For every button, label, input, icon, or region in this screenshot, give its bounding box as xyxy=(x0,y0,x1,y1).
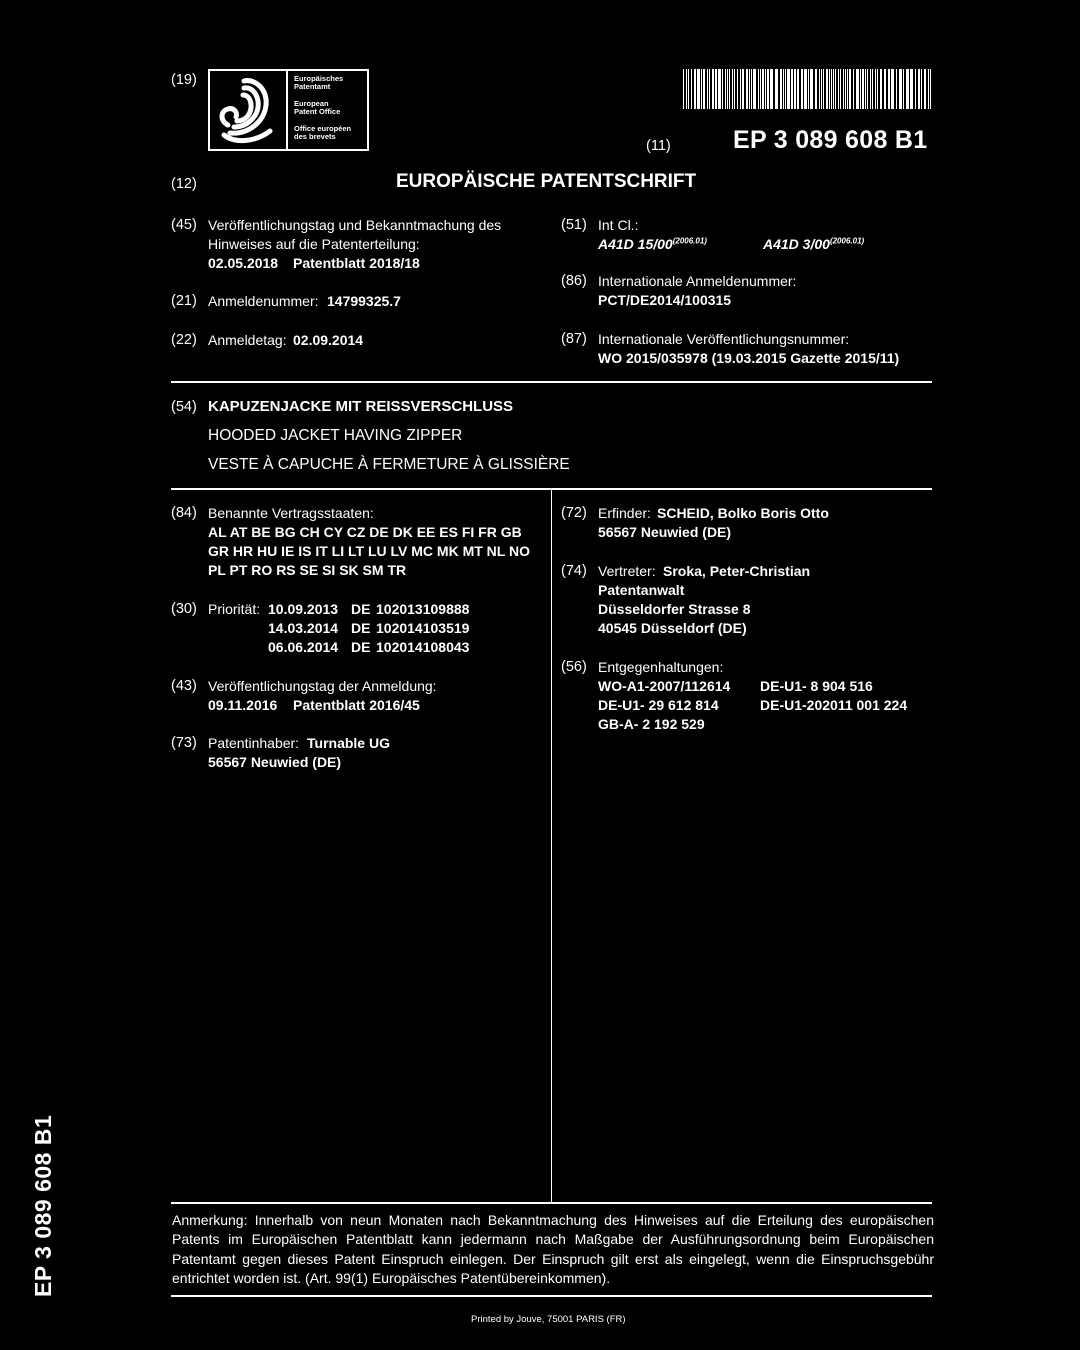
barcode-bar xyxy=(691,69,692,109)
barcode-bar xyxy=(751,69,752,109)
barcode-bar xyxy=(770,69,773,109)
inid-19: (19) xyxy=(171,72,197,88)
application-publication-label: Veröffentlichungstag der Anmeldung: xyxy=(208,678,437,694)
inid-87: (87) xyxy=(561,331,587,347)
citation: DE-U1-202011 001 224 xyxy=(760,697,908,713)
logo-line: Patentamt xyxy=(294,82,331,91)
barcode-bar xyxy=(847,69,848,109)
proprietor-name: Turnable UG xyxy=(307,735,390,751)
logo-divider xyxy=(286,71,288,149)
divider xyxy=(171,381,932,383)
inid-43: (43) xyxy=(171,678,197,694)
barcode-bar xyxy=(794,69,796,109)
representative-name: Sroka, Peter-Christian xyxy=(663,563,811,579)
barcode-bar xyxy=(826,69,828,109)
barcode-bar xyxy=(785,69,786,109)
inid-74: (74) xyxy=(561,563,587,579)
barcode-bar xyxy=(740,69,741,109)
barcode-bar xyxy=(694,69,696,109)
logo-line: European xyxy=(294,99,329,108)
opposition-note: Anmerkung: Innerhalb von neun Monaten nach Bekanntmachung des Hinweises auf die Erteilung des europäischen Patents im Europäischen Patentblatt kann jedermann nach Maßgabe der Ausführungsordnung beim Europäischen Patentamt gegen dieses Patent Einspruch einlegen. Der Einspruch gilt erst als eingelegt, wenn die Einspruchsgebühr entrichtet worden ist. (Art. 99(1) Europäisches Patentübereinkommen). xyxy=(172,1212,934,1286)
designated-states-line: PL PT RO RS SE SI SK SM TR xyxy=(208,562,407,578)
priority-office: DE xyxy=(351,639,371,655)
inventor-name: SCHEID, Bolko Boris Otto xyxy=(657,505,829,521)
logo-line: Office européen xyxy=(294,124,352,133)
barcode-bar xyxy=(928,69,929,109)
barcode-bar xyxy=(872,69,873,109)
barcode-bar xyxy=(915,69,916,109)
barcode-bar xyxy=(791,69,793,109)
title-french: VESTE À CAPUCHE À FERMETURE À GLISSIÈRE xyxy=(208,456,570,473)
priority-date: 10.09.2013 xyxy=(268,601,339,617)
ep-publication-number: EP 3 089 608 B1 xyxy=(733,126,928,154)
citation: GB-A- 2 192 529 xyxy=(598,716,705,732)
logo-line: des brevets xyxy=(294,132,336,141)
title-german: KAPUZENJACKE MIT REISSVERSCHLUSS xyxy=(208,398,514,415)
proprietor-label: Patentinhaber: xyxy=(208,735,300,751)
barcode-bar xyxy=(875,69,876,109)
barcode-bar xyxy=(853,69,854,109)
priority-date: 06.06.2014 xyxy=(268,639,339,655)
application-number-label: Anmeldenummer: xyxy=(208,293,319,309)
inid-54: (54) xyxy=(171,399,197,415)
barcode-bar xyxy=(749,69,750,109)
barcode-bar xyxy=(727,69,728,109)
barcode-bar xyxy=(725,69,726,109)
representative-street: Düsseldorfer Strasse 8 xyxy=(598,601,751,617)
barcode-bar xyxy=(891,69,894,109)
barcode-bar xyxy=(880,69,882,109)
barcode-bar xyxy=(849,69,851,109)
document-title: EUROPÄISCHE PATENTSCHRIFT xyxy=(396,171,697,192)
barcode-bar xyxy=(918,69,920,109)
designated-states-label: Benannte Vertragsstaaten: xyxy=(208,505,374,521)
inid-30: (30) xyxy=(171,601,197,617)
barcode-bar xyxy=(835,69,836,109)
barcode-bar xyxy=(884,69,886,109)
barcode-bar xyxy=(810,69,813,109)
filing-date-label: Anmeldetag: xyxy=(208,332,287,348)
priority-office: DE xyxy=(351,620,371,636)
barcode-bar xyxy=(856,69,859,109)
citation: DE-U1- 29 612 814 xyxy=(598,697,719,713)
grant-date: 02.05.2018 xyxy=(208,255,279,271)
barcode-bar xyxy=(829,69,830,109)
barcode-bar xyxy=(896,69,897,109)
inid-73: (73) xyxy=(171,735,197,751)
barcode-bar xyxy=(683,69,684,109)
designated-states-line: AL AT BE BG CH CY CZ DE DK EE ES FI FR GB xyxy=(208,524,522,540)
barcode-bar xyxy=(921,69,922,109)
epo-logo-mark-icon xyxy=(210,71,284,149)
logo-line: Patent Office xyxy=(294,107,341,116)
grant-bulletin: Patentblatt 2018/18 xyxy=(293,255,420,271)
title-english: HOODED JACKET HAVING ZIPPER xyxy=(208,427,463,444)
priority-number: 102014103519 xyxy=(376,620,470,636)
barcode-bar xyxy=(833,69,834,109)
representative-label: Vertreter: xyxy=(598,563,656,579)
barcode-bar xyxy=(862,69,864,109)
barcode-bar xyxy=(865,69,866,109)
representative-city: 40545 Düsseldorf (DE) xyxy=(598,620,747,636)
application-number: 14799325.7 xyxy=(327,293,401,309)
barcode-bar xyxy=(797,69,799,109)
barcode-bar xyxy=(767,69,769,109)
barcode-bar xyxy=(845,69,846,109)
barcode-bar xyxy=(746,69,748,109)
printer-footer: Printed by Jouve, 75001 PARIS (FR) xyxy=(471,1314,626,1325)
inid-21: (21) xyxy=(171,293,197,309)
citation: DE-U1- 8 904 516 xyxy=(760,678,873,694)
filing-date: 02.09.2014 xyxy=(293,332,364,348)
designated-states-line: GR HR HU IE IS IT LI LT LU LV MC MK MT NL NO xyxy=(208,543,530,559)
barcode-bar xyxy=(815,69,817,109)
inid-51: (51) xyxy=(561,217,587,233)
barcode-bar xyxy=(707,69,708,109)
inid-86: (86) xyxy=(561,273,587,289)
grant-mention-label: Hinweises auf die Patenterteilung: xyxy=(208,236,420,252)
barcode-bar xyxy=(712,69,714,109)
inid-84: (84) xyxy=(171,505,197,521)
barcode-bar xyxy=(715,69,717,109)
barcode-bar xyxy=(924,69,926,109)
barcode-bar xyxy=(877,69,878,109)
barcode-bar xyxy=(762,69,764,109)
barcode-bar xyxy=(688,69,689,109)
barcode-bar xyxy=(729,69,730,109)
side-publication-number: EP 3 089 608 B1 xyxy=(30,1114,56,1297)
barcode-bar xyxy=(703,69,705,109)
logo-line: Europäisches xyxy=(294,74,344,83)
inventor-city: 56567 Neuwied (DE) xyxy=(598,524,732,540)
priority-office: DE xyxy=(351,601,371,617)
barcode-bar xyxy=(718,69,721,109)
citation: WO-A1-2007/112614 xyxy=(598,678,731,694)
barcode-bar xyxy=(899,69,902,109)
barcode xyxy=(683,69,931,109)
priority-number: 102013109888 xyxy=(376,601,470,617)
inid-72: (72) xyxy=(561,505,587,521)
int-cl-label: Int Cl.: xyxy=(598,217,639,233)
inid-45: (45) xyxy=(171,217,197,233)
barcode-bar xyxy=(801,69,803,109)
inid-22: (22) xyxy=(171,332,197,348)
barcode-bar xyxy=(808,69,809,109)
barcode-bar xyxy=(930,69,931,109)
barcode-bar xyxy=(760,69,761,109)
barcode-bar xyxy=(742,69,744,109)
barcode-bar xyxy=(780,69,782,109)
barcode-bar xyxy=(686,69,687,109)
representative-role: Patentanwalt xyxy=(598,582,685,598)
barcode-bar xyxy=(732,69,733,109)
citations-label: Entgegenhaltungen: xyxy=(598,659,724,675)
column-divider xyxy=(551,490,552,1203)
barcode-bar xyxy=(758,69,759,109)
barcode-bar xyxy=(783,69,784,109)
barcode-bar xyxy=(860,69,861,109)
barcode-bar xyxy=(709,69,710,109)
barcode-bar xyxy=(867,69,868,109)
barcode-bar xyxy=(701,69,702,109)
barcode-bar xyxy=(819,69,820,109)
barcode-bar xyxy=(838,69,839,109)
grant-mention-label: Veröffentlichungstag und Bekanntmachung des xyxy=(208,217,502,233)
barcode-bar xyxy=(823,69,824,109)
proprietor-city: 56567 Neuwied (DE) xyxy=(208,754,342,770)
priority-number: 102014108043 xyxy=(376,639,470,655)
priority-label: Priorität: xyxy=(208,601,261,617)
intl-publication-label: Internationale Veröffentlichungsnummer: xyxy=(598,331,850,347)
barcode-bar xyxy=(821,69,822,109)
intl-application-number: PCT/DE2014/100315 xyxy=(598,292,732,308)
barcode-bar xyxy=(831,69,832,109)
barcode-bar xyxy=(870,69,871,109)
barcode-bar xyxy=(765,69,766,109)
barcode-bar xyxy=(843,69,844,109)
int-cl-class-1: A41D $15/00^{(2006.01)}$ xyxy=(598,236,707,252)
int-cl-class-2: A41D $3/00^{(2006.01)}$ xyxy=(763,236,865,252)
barcode-bar xyxy=(787,69,790,109)
barcode-bar xyxy=(888,69,890,109)
barcode-bar xyxy=(737,69,738,109)
barcode-bar xyxy=(697,69,700,109)
barcode-bar xyxy=(903,69,904,109)
epo-logo xyxy=(208,69,369,151)
barcode-bar xyxy=(753,69,756,109)
barcode-bar xyxy=(775,69,778,109)
divider xyxy=(171,1202,932,1204)
inid-12: (12) xyxy=(171,176,197,192)
barcode-bar xyxy=(722,69,723,109)
inid-11: (11) xyxy=(646,138,671,154)
intl-publication-number: WO 2015/035978 (19.03.2015 Gazette 2015/11) xyxy=(598,350,900,366)
application-publication-date: 09.11.2016 xyxy=(208,697,278,713)
barcode-bar xyxy=(910,69,913,109)
intl-application-label: Internationale Anmeldenummer: xyxy=(598,273,797,289)
inid-56: (56) xyxy=(561,659,587,675)
barcode-bar xyxy=(840,69,841,109)
inventor-label: Erfinder: xyxy=(598,505,651,521)
barcode-bar xyxy=(734,69,735,109)
divider xyxy=(171,1295,932,1297)
barcode-bar xyxy=(804,69,807,109)
barcode-bar xyxy=(906,69,909,109)
application-publication-bulletin: Patentblatt 2016/45 xyxy=(293,697,420,713)
priority-date: 14.03.2014 xyxy=(268,620,339,636)
